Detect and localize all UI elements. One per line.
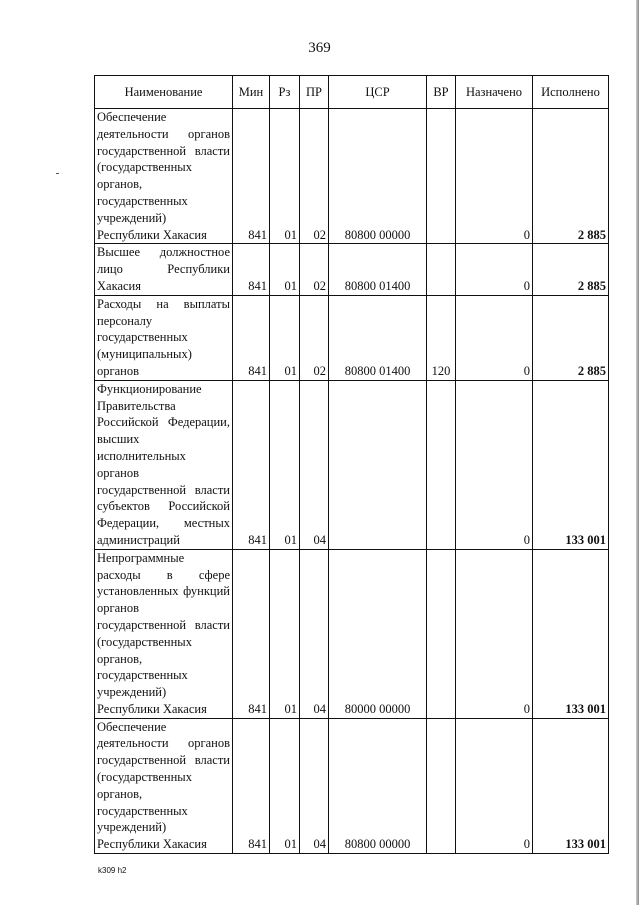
cell-name: Обеспечение деятельности органов государственной власти (государственных органов, государственных учреждений) Республики Хакасия bbox=[95, 718, 233, 853]
cell-assigned: 0 bbox=[456, 109, 533, 244]
cell-pr: 02 bbox=[300, 244, 329, 295]
cell-min: 841 bbox=[233, 549, 270, 718]
cell-assigned: 0 bbox=[456, 380, 533, 549]
table-row bbox=[95, 718, 609, 853]
table-row bbox=[95, 109, 609, 244]
cell-min: 841 bbox=[233, 109, 270, 244]
cell-vr bbox=[427, 109, 456, 244]
table-row bbox=[95, 295, 609, 380]
header-vr: ВР bbox=[427, 76, 456, 109]
cell-csr: 80800 01400 bbox=[329, 295, 427, 380]
cell-min: 841 bbox=[233, 718, 270, 853]
header-pr: ПР bbox=[300, 76, 329, 109]
cell-pr: 04 bbox=[300, 549, 329, 718]
header-rz: Рз bbox=[270, 76, 300, 109]
footer-code: k309 h2 bbox=[98, 866, 127, 875]
cell-name: Непрограммные расходы в сфере установленных функций органов государственной власти (государственных органов, государственных учреждений) Республики Хакасия bbox=[95, 549, 233, 718]
cell-vr bbox=[427, 718, 456, 853]
cell-csr: 80800 01400 bbox=[329, 244, 427, 295]
cell-assigned: 0 bbox=[456, 244, 533, 295]
cell-vr bbox=[427, 549, 456, 718]
cell-name: Расходы на выплаты персоналу государственных (муниципальных) органов bbox=[95, 295, 233, 380]
table-row bbox=[95, 549, 609, 718]
cell-rz: 01 bbox=[270, 295, 300, 380]
header-csr: ЦСР bbox=[329, 76, 427, 109]
cell-rz: 01 bbox=[270, 380, 300, 549]
cell-rz: 01 bbox=[270, 718, 300, 853]
cell-csr: 80800 00000 bbox=[329, 718, 427, 853]
scan-artifact-mark bbox=[56, 173, 59, 174]
cell-assigned: 0 bbox=[456, 718, 533, 853]
table-row bbox=[95, 380, 609, 549]
cell-name: Высшее должностное лицо Республики Хакасия bbox=[95, 244, 233, 295]
cell-min: 841 bbox=[233, 295, 270, 380]
cell-done: 2 885 bbox=[533, 295, 609, 380]
cell-done: 133 001 bbox=[533, 718, 609, 853]
cell-rz: 01 bbox=[270, 244, 300, 295]
page-number: 369 bbox=[308, 40, 331, 56]
cell-min: 841 bbox=[233, 244, 270, 295]
cell-done: 133 001 bbox=[533, 549, 609, 718]
table-body bbox=[95, 109, 609, 854]
cell-done: 2 885 bbox=[533, 109, 609, 244]
cell-vr bbox=[427, 380, 456, 549]
cell-assigned: 0 bbox=[456, 295, 533, 380]
cell-rz: 01 bbox=[270, 549, 300, 718]
cell-name: Функционирование Правительства Российской Федерации, высших исполнительных органов государственной власти субъектов Российской Федерации, местных администраций bbox=[95, 380, 233, 549]
header-min: Мин bbox=[233, 76, 270, 109]
cell-csr: 80000 00000 bbox=[329, 549, 427, 718]
cell-pr: 02 bbox=[300, 295, 329, 380]
cell-min: 841 bbox=[233, 380, 270, 549]
cell-assigned: 0 bbox=[456, 549, 533, 718]
cell-vr: 120 bbox=[427, 295, 456, 380]
cell-name: Обеспечение деятельности органов государственной власти (государственных органов, государственных учреждений) Республики Хакасия bbox=[95, 109, 233, 244]
cell-vr bbox=[427, 244, 456, 295]
header-name: Наименование bbox=[95, 76, 233, 109]
header-done: Исполнено bbox=[533, 76, 609, 109]
cell-rz: 01 bbox=[270, 109, 300, 244]
cell-pr: 02 bbox=[300, 109, 329, 244]
cell-csr: 80800 00000 bbox=[329, 109, 427, 244]
cell-pr: 04 bbox=[300, 380, 329, 549]
cell-done: 133 001 bbox=[533, 380, 609, 549]
table-row bbox=[95, 244, 609, 295]
cell-csr bbox=[329, 380, 427, 549]
budget-execution-table bbox=[94, 75, 609, 854]
cell-pr: 04 bbox=[300, 718, 329, 853]
header-assigned: Назначено bbox=[456, 76, 533, 109]
table-header-row bbox=[95, 76, 609, 109]
cell-done: 2 885 bbox=[533, 244, 609, 295]
